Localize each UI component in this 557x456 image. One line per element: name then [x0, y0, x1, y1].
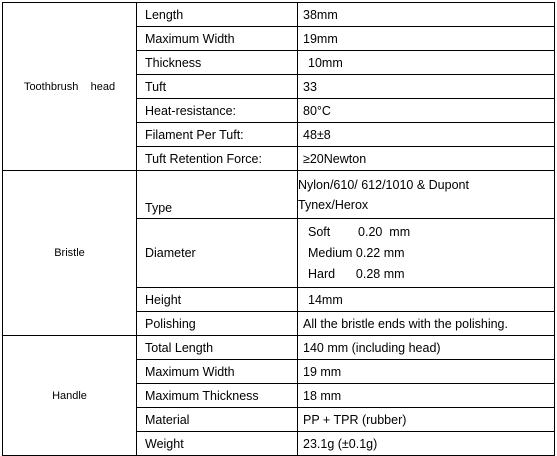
property-label: Filament Per Tuft: — [137, 123, 298, 147]
property-label: Type — [137, 171, 298, 219]
table-row — [3, 3, 555, 27]
section-label-head — [3, 3, 137, 171]
diameter-line: Soft 0.20 mm — [308, 224, 411, 239]
table-row — [3, 336, 555, 360]
section-label-bristle — [3, 171, 137, 336]
property-value: 10mm — [298, 51, 555, 75]
property-label: Thickness — [137, 51, 298, 75]
property-label: Polishing — [137, 312, 298, 336]
property-label: Total Length — [137, 336, 298, 360]
property-value: 48±8 — [298, 123, 555, 147]
diameter-line: Medium 0.22 mm — [308, 245, 405, 260]
property-value: PP + TPR (rubber) — [298, 408, 555, 432]
diameter-line: Hard 0.28 mm — [308, 266, 405, 281]
property-value: 19mm — [298, 27, 555, 51]
property-value: 38mm — [298, 3, 555, 27]
property-value: ≥20Newton — [298, 147, 555, 171]
section-label-handle — [3, 336, 137, 456]
property-value: 19 mm — [298, 360, 555, 384]
property-value: 14mm — [298, 288, 555, 312]
property-label: Tuft — [137, 75, 298, 99]
property-label: Length — [137, 3, 298, 27]
property-value: 140 mm (including head) — [298, 336, 555, 360]
property-label: Weight — [137, 432, 298, 456]
property-value: 23.1g (±0.1g) — [298, 432, 555, 456]
property-label: Diameter — [137, 219, 298, 288]
section-bristle-text: Bristle — [54, 247, 85, 259]
property-value-type — [298, 171, 555, 219]
property-label: Maximum Width — [137, 360, 298, 384]
type-line: Tynex/Herox — [298, 197, 369, 212]
property-value: 33 — [298, 75, 555, 99]
property-label: Tuft Retention Force: — [137, 147, 298, 171]
property-value: All the bristle ends with the polishing. — [298, 312, 555, 336]
property-value-diameter — [298, 219, 555, 288]
section-handle-text: Handle — [52, 389, 87, 402]
property-label: Heat-resistance: — [137, 99, 298, 123]
property-label: Maximum Width — [137, 27, 298, 51]
property-label: Height — [137, 288, 298, 312]
table-row — [3, 171, 555, 219]
property-value: 80°C — [298, 99, 555, 123]
spec-table — [2, 2, 555, 456]
property-label: Maximum Thickness — [137, 384, 298, 408]
property-label: Material — [137, 408, 298, 432]
type-line: Nylon/610/ 612/1010 & Dupont — [298, 177, 469, 192]
property-value: 18 mm — [298, 384, 555, 408]
section-head-text: Toothbrush head — [23, 80, 116, 93]
